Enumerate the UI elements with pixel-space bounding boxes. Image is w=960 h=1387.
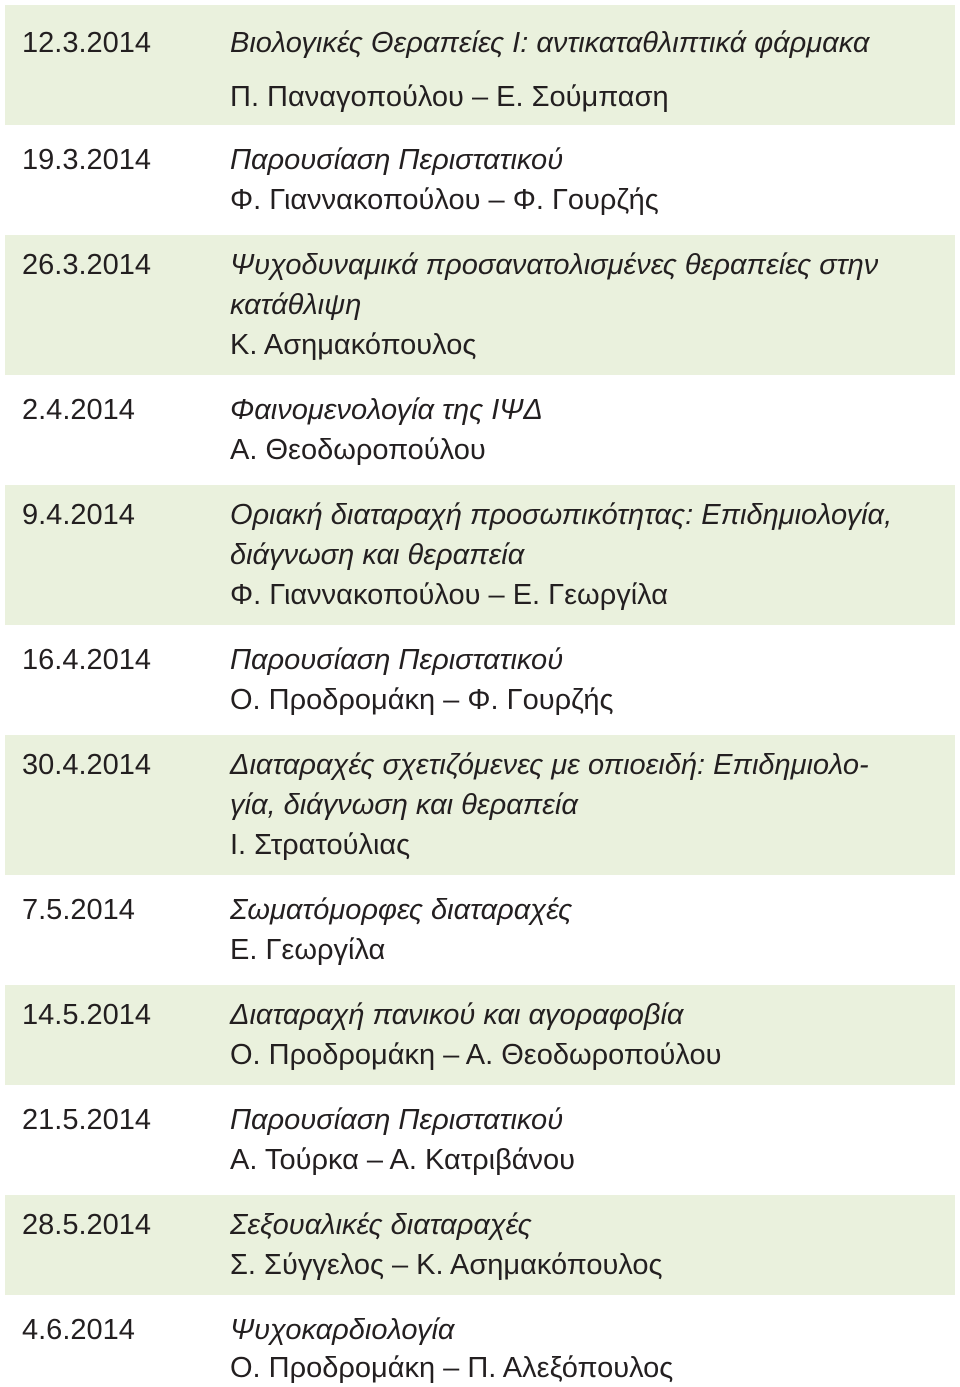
session-date: 26.3.2014 xyxy=(22,249,152,281)
session-title-line: Φαινομενολογία της ΙΨΔ xyxy=(230,394,543,426)
session-title-line: Οριακή διαταραχή προσωπικότητας: Επιδημιολογία, xyxy=(230,499,893,531)
session-speakers: Φ. Γιαννακοπούλου – Φ. Γουρζής xyxy=(230,184,659,216)
session-content xyxy=(230,245,955,365)
schedule-row xyxy=(5,630,955,730)
session-title-line: Ψυχοδυναμικά προσανατολισμένες θεραπείες στην xyxy=(230,249,879,281)
schedule-row xyxy=(5,735,955,875)
session-speakers: Α. Θεοδωροπούλου xyxy=(230,434,486,466)
session-date: 21.5.2014 xyxy=(22,1104,152,1136)
schedule-row xyxy=(5,380,955,480)
schedule-row xyxy=(5,5,955,125)
session-content xyxy=(230,1205,955,1285)
session-speakers: Α. Τούρκα – Α. Κατριβάνου xyxy=(230,1144,576,1176)
schedule-row xyxy=(5,130,955,230)
session-date: 9.4.2014 xyxy=(22,499,135,531)
session-speakers: Φ. Γιαννακοπούλου – Ε. Γεωργίλα xyxy=(230,579,668,611)
schedule-row xyxy=(5,1195,955,1295)
session-title-line: Σεξουαλικές διαταραχές xyxy=(230,1209,532,1241)
schedule-row xyxy=(5,1300,955,1387)
session-speakers: Π. Παναγοπούλου – Ε. Σούμπαση xyxy=(230,81,669,113)
session-date: 19.3.2014 xyxy=(22,144,152,176)
session-date: 2.4.2014 xyxy=(22,394,135,426)
session-date: 28.5.2014 xyxy=(22,1209,152,1241)
session-content xyxy=(230,1310,955,1387)
session-content xyxy=(230,640,955,720)
session-speakers: Ο. Προδρομάκη – Φ. Γουρζής xyxy=(230,684,614,716)
session-title-line: Διαταραχές σχετιζόμενες με οπιοειδή: Επιδημιολο- xyxy=(230,749,869,781)
session-speakers: Κ. Ασημακόπουλος xyxy=(230,329,477,361)
session-date: 30.4.2014 xyxy=(22,749,152,781)
session-date: 12.3.2014 xyxy=(22,27,152,59)
session-content xyxy=(230,495,955,615)
session-date: 4.6.2014 xyxy=(22,1314,135,1346)
session-title-line: κατάθλιψη xyxy=(230,289,362,321)
session-content xyxy=(230,23,955,117)
schedule-row xyxy=(5,985,955,1085)
session-speakers: Σ. Σύγγελος – Κ. Ασημακόπουλος xyxy=(230,1249,663,1281)
session-date: 7.5.2014 xyxy=(22,894,135,926)
session-title-line: γία, διάγνωση και θεραπεία xyxy=(230,789,578,821)
session-speakers: Ε. Γεωργίλα xyxy=(230,934,386,966)
session-title-line: διάγνωση και θεραπεία xyxy=(230,539,525,571)
session-title-line: Βιολογικές Θεραπείες Ι: αντικαταθλιπτικά φάρμακα xyxy=(230,27,870,59)
session-content xyxy=(230,890,955,970)
session-speakers: Ο. Προδρομάκη – Π. Αλεξόπουλος xyxy=(230,1352,674,1384)
schedule-row xyxy=(5,1090,955,1190)
session-title-line: Παρουσίαση Περιστατικού xyxy=(230,144,564,176)
session-title-line: Παρουσίαση Περιστατικού xyxy=(230,1104,564,1136)
session-content xyxy=(230,995,955,1075)
session-title-line: Παρουσίαση Περιστατικού xyxy=(230,644,564,676)
session-content xyxy=(230,745,955,865)
schedule-row xyxy=(5,880,955,980)
schedule-row xyxy=(5,485,955,625)
schedule-row xyxy=(5,235,955,375)
session-title-line: Ψυχοκαρδιολογία xyxy=(230,1314,455,1346)
session-speakers: Ι. Στρατούλιας xyxy=(230,829,411,861)
session-title-line: Διαταραχή πανικού και αγοραφοβία xyxy=(230,999,684,1031)
session-content xyxy=(230,1100,955,1180)
session-title-line: Σωματόμορφες διαταραχές xyxy=(230,894,573,926)
session-date: 14.5.2014 xyxy=(22,999,152,1031)
session-content xyxy=(230,390,955,470)
session-date: 16.4.2014 xyxy=(22,644,152,676)
session-speakers: Ο. Προδρομάκη – Α. Θεοδωροπούλου xyxy=(230,1039,722,1071)
session-content xyxy=(230,140,955,220)
